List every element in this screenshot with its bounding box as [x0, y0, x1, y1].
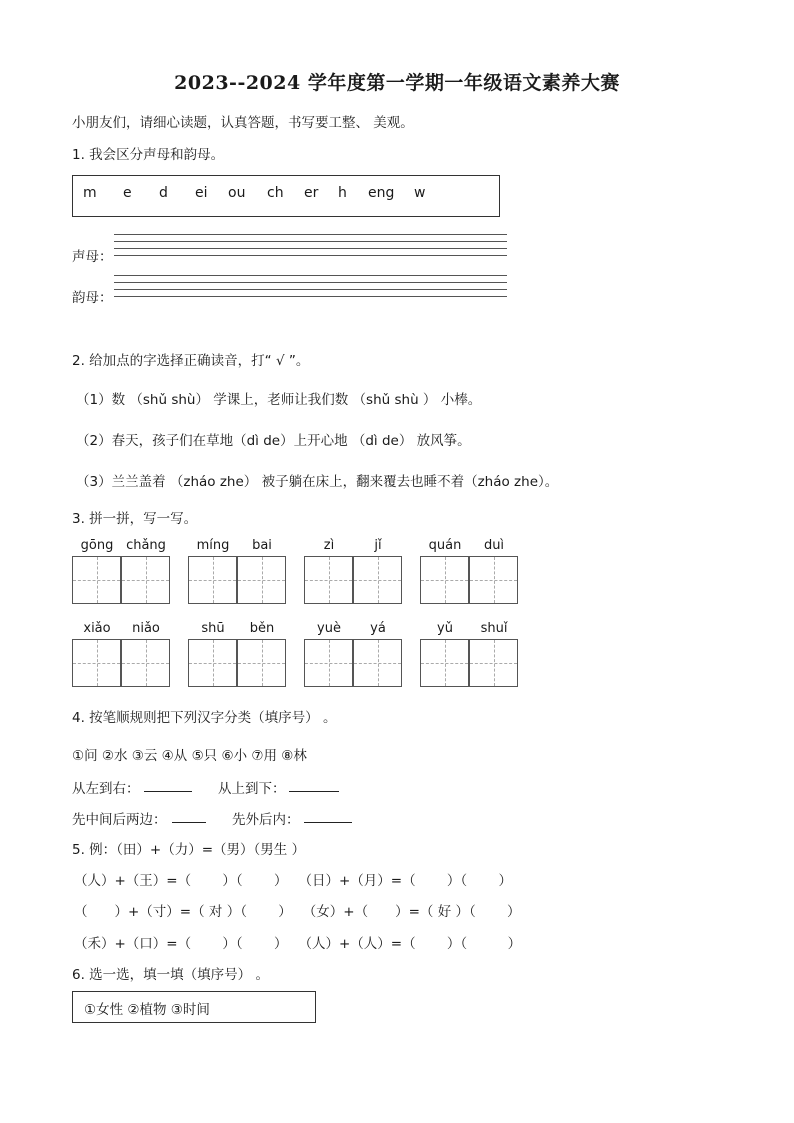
- letter-item: er: [304, 185, 319, 201]
- pinyin-label: niǎo: [132, 621, 160, 636]
- middle-first-label: 先中间后两边：: [72, 812, 167, 828]
- t2b-label: 从上到下：: [218, 781, 286, 797]
- middle-first-answer-blank[interactable]: [172, 810, 206, 823]
- pinyin-label: shū: [201, 621, 225, 636]
- q5-line-1: （人）+（王）=（ ）（ ） （日）+（月）=（ ）（ ）: [74, 873, 512, 889]
- q2-item-2: （2）春天，孩子们在草地（dì de）上开心地 （dì de） 放风筝。: [76, 433, 471, 449]
- letter-item: w: [414, 185, 426, 201]
- pinyin-label: zì: [323, 538, 335, 553]
- letter-item: e: [123, 185, 132, 201]
- pinyin-label: běn: [249, 621, 275, 636]
- pinyin-label: bai: [252, 538, 272, 553]
- letter-item: eng: [368, 185, 395, 201]
- letter-item: ou: [228, 185, 246, 201]
- finals-label: 韵母：: [72, 290, 113, 306]
- q3-heading: 3. 拼一拼，写一写。: [72, 511, 198, 527]
- letter-item: h: [338, 185, 347, 201]
- letter-item: ch: [267, 185, 284, 201]
- letters-box: [72, 175, 500, 217]
- initials-label: 声母：: [72, 249, 113, 265]
- finals-writing-lines[interactable]: [114, 275, 507, 299]
- q2-heading: 2. 给加点的字选择正确读音，打“ √ ”。: [72, 353, 310, 369]
- pinyin-label: quán: [428, 538, 462, 553]
- tian-grid-cell[interactable]: [237, 556, 286, 604]
- q6-heading: 6. 选一选，填一填（填序号） 。: [72, 967, 269, 983]
- q5-line-2: （ ）+（寸）=（ 对 ）（ ） （女）+（ ）=（ 好 ）（ ）: [74, 904, 521, 920]
- tian-grid-cell[interactable]: [304, 556, 353, 604]
- tian-grid-cell[interactable]: [353, 556, 402, 604]
- outside-first-label: 先外后内：: [232, 812, 300, 828]
- q4-heading: 4. 按笔顺规则把下列汉字分类（填序号） 。: [72, 710, 337, 726]
- tian-grid-cell[interactable]: [420, 556, 469, 604]
- pinyin-label: jǐ: [374, 538, 382, 553]
- pinyin-label: míng: [196, 538, 230, 553]
- letter-item: m: [83, 185, 97, 201]
- pinyin-label: yǔ: [437, 621, 453, 636]
- pinyin-label: shuǐ: [480, 621, 508, 636]
- q4-characters: ①问 ②水 ③云 ④从 ⑤只 ⑥小 ⑦用 ⑧林: [72, 748, 307, 764]
- page-title: 2023--2024 学年度第一学期一年级语文素养大赛: [174, 72, 620, 94]
- pinyin-label: yá: [370, 621, 386, 636]
- outside-first-answer-blank[interactable]: [304, 810, 352, 823]
- t2b-answer-blank[interactable]: [289, 779, 339, 792]
- q5-line-3: （禾）+（口）=（ ）（ ） （人）+（人）=（ ）（ ）: [74, 936, 522, 952]
- pinyin-label: xiǎo: [83, 621, 111, 636]
- tian-grid-cell[interactable]: [72, 556, 121, 604]
- pinyin-label: duì: [483, 538, 505, 553]
- l2r-answer-blank[interactable]: [144, 779, 192, 792]
- pinyin-label: gōng: [80, 538, 114, 553]
- tian-grid-cell[interactable]: [353, 639, 402, 687]
- initials-writing-lines[interactable]: [114, 234, 507, 258]
- tian-grid-cell[interactable]: [237, 639, 286, 687]
- q1-heading: 1. 我会区分声母和韵母。: [72, 147, 225, 163]
- tian-grid-cell[interactable]: [420, 639, 469, 687]
- q6-options-box: [72, 991, 316, 1023]
- tian-grid-cell[interactable]: [188, 556, 237, 604]
- tian-grid-cell[interactable]: [469, 639, 518, 687]
- pinyin-label: chǎng: [126, 538, 166, 553]
- q2-item-3: （3）兰兰盖着 （zháo zhe） 被子躺在床上，翻来覆去也睡不着（zháo zhe）。: [76, 474, 559, 490]
- tian-grid-cell[interactable]: [72, 639, 121, 687]
- tian-grid-cell[interactable]: [188, 639, 237, 687]
- q6-options: ①女性 ②植物 ③时间: [84, 1002, 210, 1018]
- q2-item-1: （1）数 （shǔ shù） 学课上，老师让我们数 （shǔ shù ） 小棒。: [76, 392, 482, 408]
- letter-item: d: [159, 185, 168, 201]
- letter-item: ei: [195, 185, 208, 201]
- tian-grid-cell[interactable]: [121, 556, 170, 604]
- pinyin-label: yuè: [317, 621, 341, 636]
- tian-grid-cell[interactable]: [304, 639, 353, 687]
- intro-text: 小朋友们，请细心读题，认真答题，书写要工整、 美观。: [72, 115, 414, 131]
- tian-grid-cell[interactable]: [469, 556, 518, 604]
- tian-grid-cell[interactable]: [121, 639, 170, 687]
- q5-heading: 5. 例：（田）+（力）=（男）（男生 ）: [72, 842, 306, 858]
- l2r-label: 从左到右：: [72, 781, 140, 797]
